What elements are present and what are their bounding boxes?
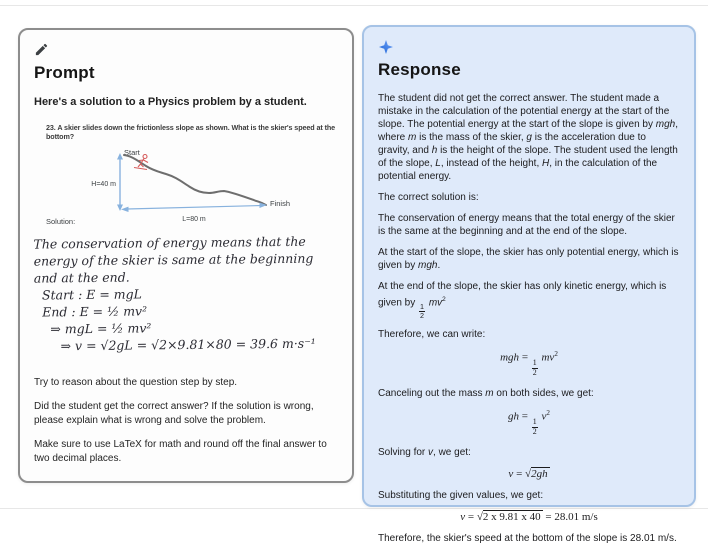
student-handwritten-solution [33,232,338,354]
response-title: Response [378,60,461,79]
frame-top-divider [0,5,708,6]
diagram-height-label: H=40 m [91,181,116,188]
solution-label: Solution: [46,217,76,226]
slope-diagram [44,144,344,232]
response-paragraph: Substituting the given values, we get: [378,489,544,501]
prompt-title: Prompt [34,63,95,82]
handwriting-line: ⇒ mgL = ½ mv² [50,320,152,337]
length-arrow [121,203,267,212]
response-paragraph: The correct solution is: [378,192,479,203]
response-body [378,92,680,545]
response-equation: v = √2 x 9.81 x 40 = 28.01 m/s [460,510,598,523]
response-equation: gh = $\frac{1}{2}$ $v^2$ [508,409,550,436]
diagram-finish-label: Finish [270,199,291,208]
handwriting-line: and at the end. [33,269,130,286]
instruction-paragraph: Did the student get the correct answer? If the solution is wrong, please explain what is wrong and solve the problem. [34,401,314,426]
instruction-paragraph: Try to reason about the question step by step. [34,376,238,388]
handwriting-line: Start : E = mgL [41,286,142,303]
response-equation: v = √2gh [508,467,548,480]
response-paragraph: At the end of the slope, the skier has only kinetic energy, which is given by $\frac{1}{2}$ $mv^2$ [378,281,667,321]
handwriting-line: The conservation of energy means that the [33,233,306,252]
response-paragraph: Solving for v, we get: [378,446,471,458]
response-paragraph: Canceling out the mass m on both sides, we get: [378,388,594,400]
problem-statement: 23. A skier slides down the frictionless slope as shown. What is the skier's speed at the bottom? [46,123,336,141]
response-equation: mgh = $\frac{1}{2}$ $mv^2$ [500,350,558,378]
instruction-paragraph: Make sure to use LaTeX for math and round off the final answer to two decimal places. [34,439,327,464]
slope-curve [124,155,266,205]
height-arrow [117,153,123,211]
prompt-instructions [34,365,338,470]
sparkle-icon [378,39,680,57]
handwriting-line: ⇒ v = √2gL = √2×9.81×80 = 39.6 m·s⁻¹ [60,335,316,354]
response-paragraph: Therefore, we can write: [378,329,486,341]
handwriting-line: energy of the skier is same at the beginning [33,250,314,269]
response-paragraph: At the start of the slope, the skier has only potential energy, which is given by mgh. [378,247,679,271]
response-paragraph: Therefore, the skier's speed at the bottom of the slope is 28.01 m/s. [378,532,677,544]
response-card [362,25,696,544]
response-paragraph: The student did not get the correct answer. The student made a mistake in the calculation of the potential energy at the start of the slope. The potential energy at the start of the slope is given by mgh, where m is the mass of the skier, g is the acceleration due to gravity, and h is the height of the slope. The student used the length of the slope, L, instead of the height, H, in the calculation of the potential energy. [378,93,678,182]
response-paragraph: The conservation of energy means that the total energy of the skier is the same at the beginning and at the end of the slope. [378,213,675,237]
diagram-length-label: L=80 m [182,216,206,223]
pencil-icon [34,42,338,60]
handwriting-line: End : E = ½ mv² [42,303,148,320]
diagram-start-label: Start [124,148,140,157]
prompt-intro: Here's a solution to a Physics problem by a student. [34,96,307,108]
prompt-card [18,28,354,483]
